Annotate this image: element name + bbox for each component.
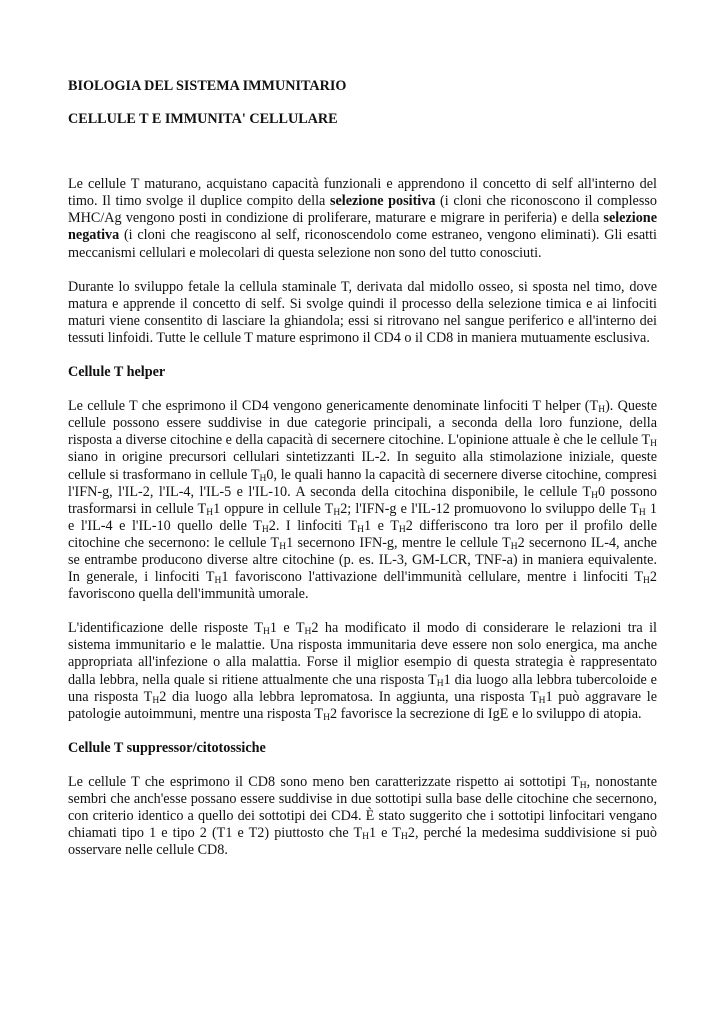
text-run: 1 e T [363, 517, 399, 534]
section-heading-helper: Cellule T helper [68, 364, 166, 381]
term-negative-selection: selezione negativa [68, 210, 657, 244]
subscript-h: H [206, 507, 214, 518]
subscript-h: H [643, 576, 650, 587]
subscript-h: H [357, 524, 364, 535]
subscript-h: H [214, 576, 222, 587]
text-run: Le cellule T maturano, acquistano capacità funzionali e apprendono il concetto di self all'interno del timo. Il timo svolge il duplice compito della [68, 176, 657, 210]
subscript-h: H [538, 695, 546, 706]
text-run: 2 ha modificato il modo di considerare le relazioni tra il sistema immunitario e le malattie. Una risposta immunitaria deve essere non solo energica, ma anche appropriata all'infezione o alla malattia. Forse il miglior esempio di questa strategia è rappresentato dalla lebbra, nella quale si ritiene attualmente che una risposta T [68, 620, 657, 688]
text-run: 1 e l'IL-4 e l'IL-10 quello delle T [68, 500, 657, 534]
text-run: 2 dia luogo alla lebbra lepromatosa. In aggiunta, una risposta T [159, 688, 539, 705]
subscript-h: H [279, 541, 287, 552]
subscript-h: H [304, 627, 312, 638]
document-title: BIOLOGIA DEL SISTEMA IMMUNITARIO [68, 78, 347, 94]
subscript-h: H [262, 627, 270, 638]
text-run: 1 e T [269, 620, 305, 637]
paragraph-thymus-selection [68, 176, 657, 261]
text-run: 1 oppure in cellule T [213, 500, 334, 517]
section-heading-suppressor: Cellule T suppressor/citotossiche [68, 739, 266, 756]
subscript-h: H [152, 695, 160, 706]
paragraph-fetal-development: Durante lo sviluppo fetale la cellula staminale T, derivata dal midollo osseo, si sposta nel timo, dove matura e apprende il concetto di self. Si svolge quindi il processo della selezione timica e ai linfociti maturi viene consentito di lasciare la ghiandola; essi si ritrovano nel sangue periferico e all'interno dei tessuti linfoidi. Tutte le cellule T mature esprimono il CD4 o il CD8 in maniera mutuamente esclusiva. [68, 278, 657, 346]
subscript-h: H [400, 832, 408, 843]
subscript-h: H [579, 780, 587, 791]
text-run: 0, le quali hanno la capacità di secernere diverse citochine, compresi l'IFN-g, l'IL-2, l'IL-4, l'IL-5 e l'IL-10. A seconda della citochina disponibile, le cellule T [68, 466, 657, 500]
text-run: 2 favoriscono quella dell'immunità umorale. [68, 569, 657, 603]
subscript-h: H [398, 524, 406, 535]
subscript-h: H [261, 524, 269, 535]
paragraph-cd8-cells [68, 774, 657, 859]
text-run: 2 favorisce la secrezione di IgE e lo sviluppo di atopia. [329, 705, 642, 722]
text-run: Le cellule T che esprimono il CD8 sono meno ben caratterizzate rispetto ai sottotipi T [68, 773, 580, 790]
subscript-h: H [598, 405, 606, 416]
document-page [68, 78, 657, 876]
text-run: 1 favoriscono l'attivazione dell'immunità cellulare, mentre i linfociti T [221, 569, 644, 586]
subscript-h: H [591, 490, 598, 501]
text-run: 1 può aggravare le patologie autoimmuni, mentre una risposta T [68, 688, 657, 722]
subscript-h: H [436, 678, 444, 689]
subscript-h: H [333, 507, 341, 518]
text-run: Le cellule T che esprimono il CD4 vengono genericamente denominate linfociti T helper (T [68, 398, 599, 415]
text-run: 1 secernono IFN-g, mentre le cellule T [286, 534, 511, 551]
text-run: (i cloni che reagiscono al self, riconoscendolo come estraneo, vengono eliminati). Gli esatti meccanismi cellulari e molecolari di questa selezione non sono del tutto conosciuti. [68, 227, 657, 261]
text-run: 2; l'IFN-g e l'IL-12 promuovono lo sviluppo delle T [340, 500, 639, 517]
text-run: (i cloni che riconoscono il complesso MHC/Ag vengono posti in condizione di proliferare, maturare e migrare in periferia) e della [68, 193, 657, 227]
text-run: 2. I linfociti T [268, 517, 358, 534]
text-run: 0 possono trasformarsi in cellule T [68, 483, 657, 517]
subscript-h: H [259, 473, 267, 484]
text-run: 1 dia luogo alla lebbra tubercoloide e una risposta T [68, 671, 657, 705]
text-run: L'identificazione delle risposte T [68, 620, 263, 637]
text-run: 2 differiscono tra loro per il profilo delle citochine che secernono: le cellule T [68, 517, 657, 551]
text-run: 1 e T [369, 825, 401, 842]
text-run: 2 secernono IL-4, anche se entrambe producono diverse altre citochine (p. es. IL-3, GM-LCR, TNF-a) in maniera equivalente. In generale, i linfociti T [68, 534, 657, 586]
subscript-h: H [650, 439, 657, 450]
term-positive-selection: selezione positiva [329, 193, 436, 210]
text-run: siano in origine precursori cellulari sintetizzanti IL-2. In seguito alla stimolazione iniziale, queste cellule si trasformano in cellule T [68, 449, 657, 483]
subscript-h: H [510, 541, 518, 552]
subscript-h: H [362, 832, 369, 843]
paragraph-helper-cells [68, 398, 657, 603]
subscript-h: H [638, 507, 646, 518]
subscript-h: H [323, 712, 330, 723]
document-subtitle: CELLULE T E IMMUNITA' CELLULARE [68, 111, 338, 128]
text-run: 2, perché la medesima suddivisione si può osservare nelle cellule CD8. [68, 825, 657, 859]
text-run: , nonostante sembri che anch'esse possano essere suddivise in due sottotipi sulla base delle citochine che secernono, con criterio identico a quello dei sottotipi dei CD4. È stato suggerito che i sottotipi linfocitari vengano chiamati tipo 1 e tipo 2 (T1 e T2) piuttosto che T [68, 773, 658, 842]
paragraph-th-responses [68, 620, 657, 723]
text-run: ). Queste cellule possono essere suddivise in due categorie principali, a seconda della loro funzione, della risposta a diverse citochine e della capacità di secernere citochine. L'opinione attuale è che le cellule T [68, 398, 658, 449]
